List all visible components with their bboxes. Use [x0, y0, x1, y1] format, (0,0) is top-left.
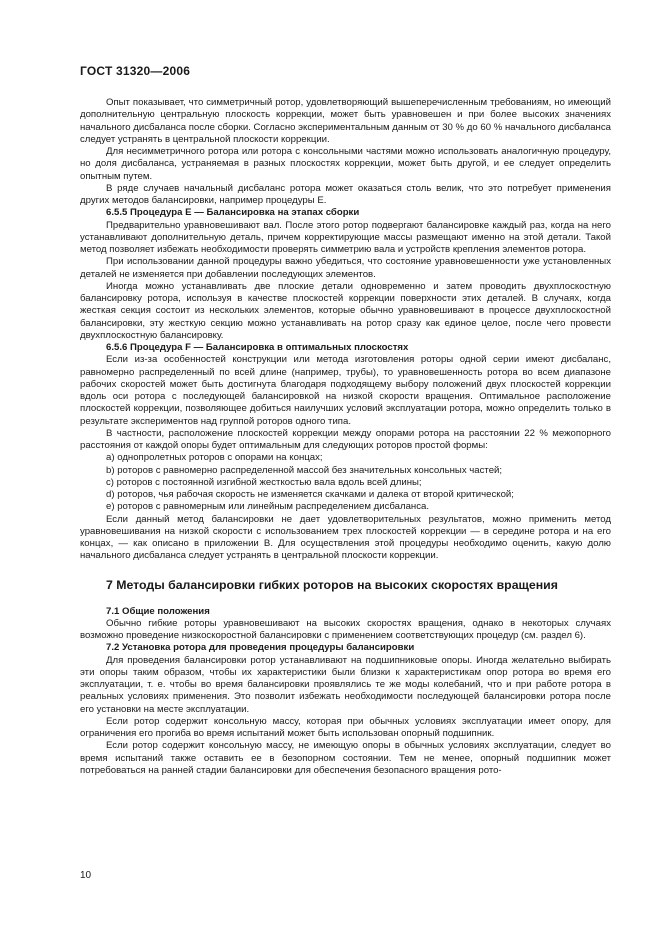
paragraph: В ряде случаев начальный дисбаланс ротора может оказаться столь велик, что это потребует применения других методов балансировки, например процедуры Е.	[80, 182, 611, 206]
paragraph: Обычно гибкие роторы уравновешивают на высоких скоростях вращения, однако в некоторых случаях возможно проведение низкоскоростной балансировки с применением соответствующих процедур (см. раздел 6).	[80, 617, 611, 641]
paragraph: Для проведения балансировки ротор устанавливают на подшипниковые опоры. Иногда желательно выбирать эти опоры таким образом, чтобы их характеристики были близки к характеристикам опор ротора во время его эксплуатации, т. е. чтобы во время балансировки проявлялись те же моды колебаний, что и при работе ротора в реальных условиях применения. Это позволит избежать необходимости последующей балансировки ротора после его установки на месте эксплуатации.	[80, 654, 611, 715]
subsection-heading-7-2: 7.2 Установка ротора для проведения процедуры балансировки	[106, 642, 415, 654]
paragraph: Если ротор содержит консольную массу, не имеющую опоры в обычных условиях эксплуатации, следует во время испытаний также оставить ее в безопорном состоянии. Тем не менее, опорный подшипник может потребоваться на ранней стадии балансировки для обеспечения безопасного вращения рото-	[80, 740, 611, 776]
list-item: d) роторов, чья рабочая скорость не изменяется скачками и далека от второй критической;	[106, 489, 514, 500]
list-item: a) однопролетных роторов с опорами на концах;	[106, 452, 323, 464]
list-item: e) роторов с равномерным или линейным распределением дисбаланса.	[106, 501, 430, 513]
section-heading-7: 7 Методы балансировки гибких роторов на высоких скоростях вращения	[106, 577, 558, 592]
paragraph: Иногда можно устанавливать две плоские детали одновременно и затем проводить двухплоскостную балансировку ротора, используя в качестве плоскостей коррекции поверхности этих деталей. В случаях, когда жесткая секция состоит из нескольких элементов, которые обычно уравновешивают в процессе двухплоскостной балансировки, эту жесткую секцию можно устанавливать на ротор сразу как единое целое, после чего провести двухплоскостную балансировку.	[80, 280, 611, 341]
paragraph: Если из-за особенностей конструкции или метода изготовления роторы одной серии имеют дисбаланс, равномерно распределенный по всей длине (например, трубы), то уравновешенность ротора во всем диапазоне рабочих скоростей может быть достигнута благодаря подходящему выбору положений двух плоскостей коррекции вдоль оси ротора с последующей балансировкой на низкой скорости вращения. Оптимальное расположение плоскостей коррекции, позволяющее добиться наилучших условий эксплуатации ротора, можно определить только в результате экспериментов над группой роторов одного типа.	[80, 354, 611, 427]
subsection-heading-6-5-5: 6.5.5 Процедура Е — Балансировка на этапах сборки	[106, 207, 360, 219]
paragraph: Для несимметричного ротора или ротора с консольными частями можно использовать аналогичную процедуру, но доля дисбаланса, устраняемая в разных плоскостях коррекции, может быть другой, и ее следует определить опытным путем.	[80, 146, 611, 182]
list-item: b) роторов с равномерно распределенной массой без значительных консольных частей;	[106, 464, 503, 476]
paragraph: Если данный метод балансировки не дает удовлетворительных результатов, можно применить метод уравновешивания на низкой скорости с использованием трех плоскостей коррекции — в середине ротора и на его концах, — как описано в приложении В. Для осуществления этой процедуры необходимо оценить, какую долю начального дисбаланса следует устранять в центральной плоскости коррекции.	[80, 513, 611, 562]
paragraph: Если ротор содержит консольную массу, которая при обычных условиях эксплуатации имеет опору, для ограничения его прогиба во время испытаний может быть использован опорный подшипник.	[80, 715, 611, 739]
page-number: 10	[80, 870, 92, 881]
subsection-heading-7-1: 7.1 Общие положения	[106, 605, 210, 617]
subsection-heading-6-5-6: 6.5.6 Процедура F — Балансировка в оптимальных плоскостях	[106, 342, 409, 353]
paragraph: Предварительно уравновешивают вал. После этого ротор подвергают балансировке каждый раз, когда на него устанавливают дополнительную деталь, причем корректирующие массы размещают именно на этой детали. Такой метод позволяет избежать необходимости проверять симметрию вала и устройств крепления элементов ротора.	[80, 219, 611, 255]
document-header: ГОСТ 31320—2006	[80, 64, 191, 78]
document-body	[80, 97, 611, 777]
paragraph: В частности, расположение плоскостей коррекции между опорами ротора на расстоянии 22 % межопорного расстояния от каждой опоры будет оптимальным для следующих роторов простой формы:	[80, 427, 611, 451]
paragraph: При использовании данной процедуры важно убедиться, что состояние уравновешенности уже установленных деталей не изменяется при добавлении последующих элементов.	[80, 256, 611, 280]
paragraph: Опыт показывает, что симметричный ротор, удовлетворяющий вышеперечисленным требованиям, но имеющий дополнительную центральную плоскость коррекции, может быть уравновешен и при более высоких значениях начального дисбаланса после сборки. Согласно экспериментальным данным от 30 % до 60 % начального дисбаланса следует устранять в центральной плоскости коррекции.	[80, 97, 611, 145]
rotor-list	[80, 452, 611, 513]
list-item: c) роторов с постоянной изгибной жесткостью вала вдоль всей длины;	[106, 476, 422, 488]
